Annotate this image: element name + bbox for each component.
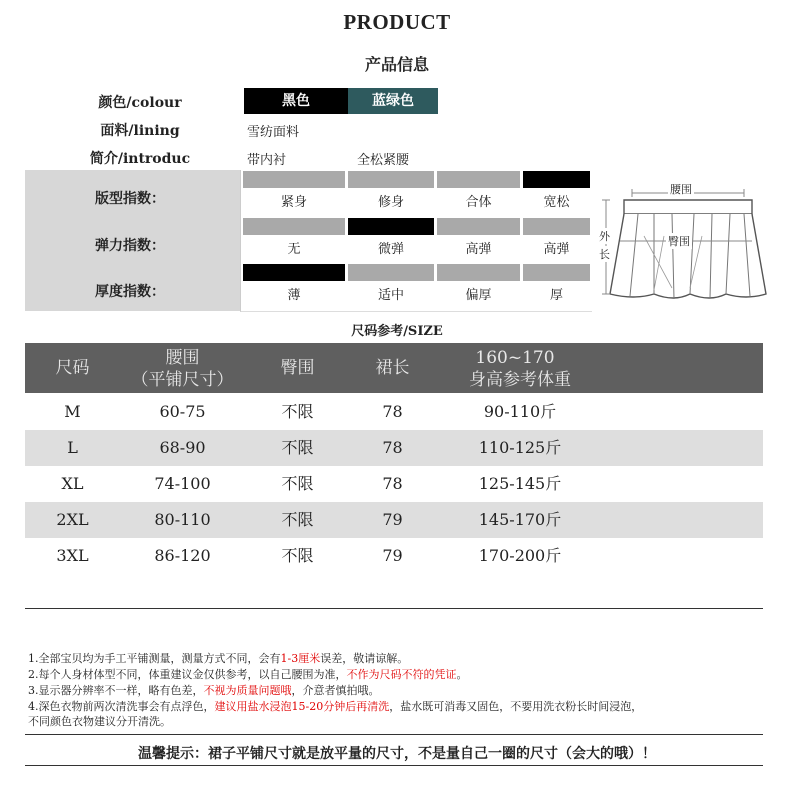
header-size: 尺码 bbox=[55, 358, 90, 378]
cell-length: 79 bbox=[382, 510, 403, 529]
divider bbox=[25, 608, 763, 609]
lining-value: 雪纺面料 bbox=[247, 125, 300, 140]
fit-index-scale bbox=[243, 171, 590, 211]
cell-waist: 86-120 bbox=[154, 546, 211, 565]
thickness-option-medium: 适中 bbox=[377, 288, 404, 303]
diagram-length-label-2: 长 bbox=[599, 248, 610, 261]
note-3: 3.显示器分辨率不一样，略有色差，不视为质量问题哦，介意者慎拍哦。 bbox=[28, 684, 380, 697]
stretch-bar-2 bbox=[348, 218, 434, 235]
fit-bar-1 bbox=[243, 171, 345, 188]
size-section-title: 尺码参考/SIZE bbox=[351, 324, 443, 339]
diagram-waist-label: 腰围 bbox=[670, 183, 692, 196]
fit-bar-4 bbox=[523, 171, 590, 188]
cell-length: 78 bbox=[382, 438, 403, 457]
table-row bbox=[25, 502, 763, 538]
cell-weight: 90-110斤 bbox=[483, 402, 557, 421]
note-1: 1.全部宝贝均为手工平铺测量，测量方式不同，会有1-3厘米误差，敬请谅解。 bbox=[28, 652, 409, 665]
fit-option-slim: 修身 bbox=[377, 195, 404, 210]
table-row bbox=[25, 430, 763, 466]
cell-waist: 60-75 bbox=[159, 402, 206, 421]
stretch-bar-1 bbox=[243, 218, 345, 235]
page-title: PRODUCT bbox=[343, 10, 451, 34]
thickness-index-scale bbox=[243, 264, 590, 304]
cell-weight: 125-145斤 bbox=[478, 474, 562, 493]
fit-option-loose: 宽松 bbox=[543, 195, 570, 210]
warm-tip: 温馨提示：裙子平铺尺寸就是放平量的尺寸，不是量自己一圈的尺寸（会大的哦）！ bbox=[138, 746, 656, 762]
cell-size: M bbox=[64, 402, 81, 421]
thickness-option-very-thick: 厚 bbox=[549, 288, 563, 303]
header-length: 裙长 bbox=[375, 358, 410, 378]
cell-length: 79 bbox=[382, 546, 403, 565]
cell-weight: 170-200斤 bbox=[478, 546, 562, 565]
stretch-option-slight: 微弹 bbox=[377, 242, 404, 257]
stretch-bar-4 bbox=[523, 218, 590, 235]
cell-size: XL bbox=[61, 474, 84, 493]
cell-hip: 不限 bbox=[281, 474, 314, 493]
diagram-length-label-1: 外 bbox=[599, 230, 610, 243]
cell-size: L bbox=[67, 438, 78, 457]
cell-hip: 不限 bbox=[281, 402, 314, 421]
cell-waist: 80-110 bbox=[154, 510, 211, 529]
stretch-index-label: 弹力指数： bbox=[95, 238, 165, 254]
cell-length: 78 bbox=[382, 402, 403, 421]
note-2: 2.每个人身材体型不同，体重建议金仅供参考，以自己腰围为准，不作为尺码不符的凭证。 bbox=[28, 668, 468, 681]
thickness-bar-1 bbox=[243, 264, 345, 281]
colour-swatch-black[interactable]: 黑色 bbox=[244, 88, 348, 114]
thickness-bar-2 bbox=[348, 264, 434, 281]
fit-bar-2 bbox=[348, 171, 434, 188]
cell-waist: 68-90 bbox=[159, 438, 206, 457]
thickness-bar-3 bbox=[437, 264, 520, 281]
header-weight: 身高参考体重 bbox=[469, 370, 571, 390]
stretch-option-high: 高弹 bbox=[465, 242, 492, 257]
cell-weight: 145-170斤 bbox=[478, 510, 562, 529]
fit-option-tight: 紧身 bbox=[280, 195, 307, 210]
intro-value-lining: 带内衬 bbox=[247, 153, 287, 168]
fit-option-regular: 合体 bbox=[465, 195, 492, 210]
stretch-index-scale bbox=[243, 218, 590, 258]
colour-label: 颜色/colour bbox=[98, 95, 182, 111]
thickness-index-label: 厚度指数： bbox=[95, 284, 165, 300]
divider bbox=[25, 734, 763, 735]
cell-hip: 不限 bbox=[281, 510, 314, 529]
table-row bbox=[25, 466, 763, 502]
stretch-bar-3 bbox=[437, 218, 520, 235]
skirt-measurement-diagram bbox=[594, 176, 770, 316]
cell-hip: 不限 bbox=[281, 546, 314, 565]
note-5: 不同颜色衣物建议分开清洗。 bbox=[28, 715, 171, 728]
cell-length: 78 bbox=[382, 474, 403, 493]
section-title-product-info: 产品信息 bbox=[364, 55, 429, 74]
cell-size: 3XL bbox=[56, 546, 89, 565]
header-height: 160~170 bbox=[475, 348, 555, 368]
header-waist: 腰围 bbox=[165, 348, 200, 368]
stretch-option-none: 无 bbox=[287, 242, 301, 257]
table-row bbox=[25, 538, 763, 574]
thickness-bar-4 bbox=[523, 264, 590, 281]
fit-bar-3 bbox=[437, 171, 520, 188]
intro-label: 简介/introduc bbox=[89, 151, 191, 167]
table-row bbox=[25, 394, 763, 430]
intro-value-waist: 全松紧腰 bbox=[357, 153, 410, 168]
header-hip: 臀围 bbox=[280, 358, 315, 378]
colour-swatch-teal[interactable]: 蓝绿色 bbox=[348, 88, 438, 114]
cell-waist: 74-100 bbox=[154, 474, 211, 493]
fit-index-label: 版型指数： bbox=[95, 191, 165, 207]
thickness-option-thick: 偏厚 bbox=[465, 288, 492, 303]
cell-hip: 不限 bbox=[281, 438, 314, 457]
lining-label: 面料/lining bbox=[100, 123, 180, 139]
stretch-option-high-2: 高弹 bbox=[543, 242, 570, 257]
divider bbox=[25, 765, 763, 766]
cell-weight: 110-125斤 bbox=[478, 438, 562, 457]
size-table-header bbox=[25, 343, 763, 393]
cell-size: 2XL bbox=[56, 510, 89, 529]
thickness-option-thin: 薄 bbox=[287, 288, 301, 303]
header-waist-note: （平铺尺寸） bbox=[131, 370, 234, 390]
diagram-hip-label: 臀围 bbox=[668, 235, 690, 248]
note-4: 4.深色衣物前两次清洗事会有点浮色，建议用盐水浸泡15-20分钟后再清洗，盐水既可消毒又固色，不要用洗衣粉长时间浸泡， bbox=[28, 700, 643, 713]
